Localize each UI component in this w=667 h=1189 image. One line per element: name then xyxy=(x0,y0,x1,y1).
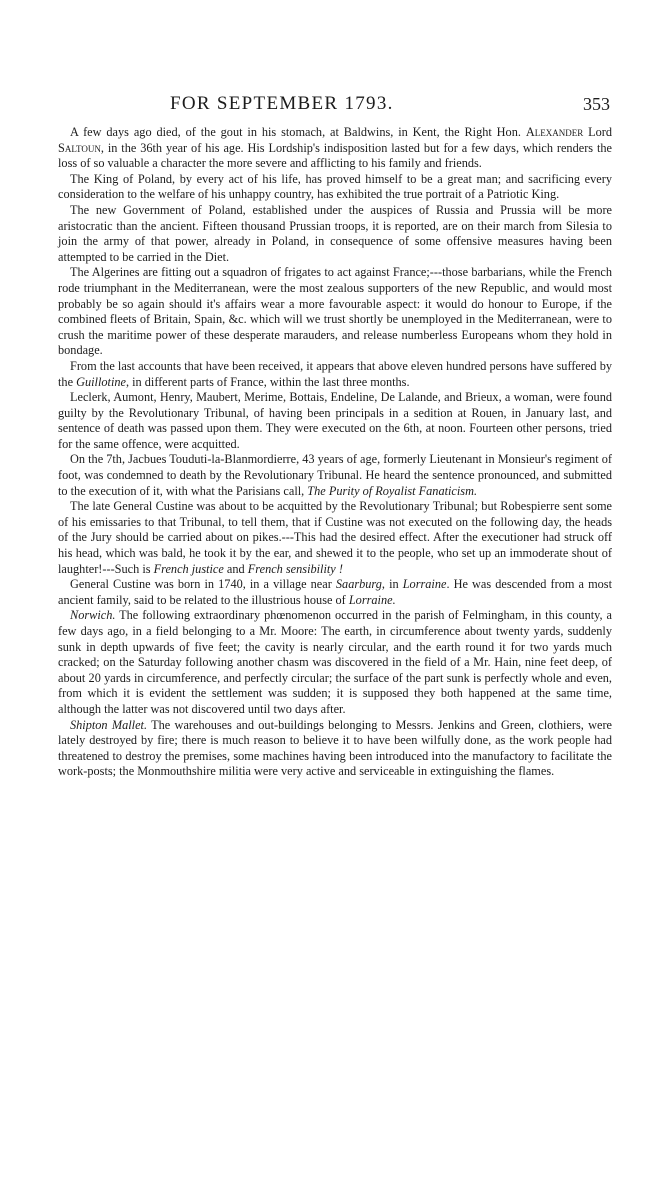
page-number: 353 xyxy=(583,94,610,114)
text-run: The late General Custine was about to be acquitted by the Revolutionary Tribunal; but Robespierre sent some of his emissaries to that Tribunal, to tell them, that if Custine was not executed on the following day, the heads of the Jury should be carried about on pikes.---This had the desired effect. After the executioner had struck off his head, which was bald, he took it by the ear, and shewed it to the people, who set up an immoderate shout of laughter!---Such is xyxy=(58,499,612,576)
paragraph-shipton-mallet-fire xyxy=(58,718,612,780)
text-run: Leclerk, Aumont, Henry, Maubert, Merime, Bottais, Endeline, De Lalande, and Brieux, a woman, were found guilty by the Revolutionary Tribunal, of having been principals in a sedition at Rouen, in January last, and sentence of death was passed upon them. They were executed on the 6th, at noon. Fourteen other persons, tried for the same offence, were acquitted. xyxy=(58,390,612,451)
running-title: FOR SEPTEMBER 1793. xyxy=(170,93,394,114)
text-run: Saltoun xyxy=(58,140,101,155)
text-run: Saarburg xyxy=(335,577,382,592)
text-run: , in xyxy=(381,577,403,592)
paragraph-touduti-execution xyxy=(58,452,612,499)
text-run: On the 7th, Jacbues Touduti-la-Blanmordierre, 43 years of age, formerly Lieutenant in Monsieur's regiment of foot, was condemned to death by the Revolutionary Tribunal. He heard the sentence pronounced, and submitted to the execution of it, with what the Parisians call, xyxy=(58,452,612,498)
text-run: Lorraine. xyxy=(348,592,396,607)
text-run: . He was descended from a most ancient family, said to be related to the illustrious house of xyxy=(58,577,612,607)
text-run: The Purity of Royalist Fanaticism. xyxy=(307,483,478,498)
text-run: Shipton Mallet. xyxy=(70,717,148,732)
text-run: The Algerines are fitting out a squadron of frigates to act against France;---those barbarians, while the French rode triumphant in the Mediterranean, were the most zealous supporters of the new Republic, and would most probably be so again should it's affairs wear a more favourable aspect: it would do honour to Europe, if the combined fleets of Britain, Spain, &c. which will we trust shortly be unemployed in the Mediterranean, were to crush the maritime power of these desperate marauders, and release numberless Europeans whom they hold in bondage. xyxy=(58,265,612,358)
text-run: A few days ago died, of the gout in his stomach, at Baldwins, in Kent, the Right Hon. xyxy=(70,125,526,139)
text-run: From the last accounts that have been received, it appears that above eleven hundred persons have suffered by the xyxy=(58,358,612,389)
paragraph-norwich-phenomenon xyxy=(58,608,612,717)
paragraph-government-of-poland xyxy=(58,203,612,265)
text-run: Lord xyxy=(583,125,612,139)
paragraph-general-custine-birth xyxy=(58,577,612,608)
paragraph-general-custine-trial xyxy=(58,499,612,577)
paragraph-rouen-sedition xyxy=(58,390,612,452)
text-run: French justice xyxy=(153,561,224,576)
paragraph-king-of-poland xyxy=(58,172,612,203)
text-run: Norwich. xyxy=(70,608,116,623)
text-run: General Custine was born in 1740, in a village near xyxy=(70,577,336,592)
text-run: The following extraordinary phœnomenon occurred in the parish of Felmingham, in this county, a few days ago, in a field belonging to a Mr. Moore: The earth, in circumference about twenty yards, suddenly sunk in depth upwards of five feet; the cavity is nearly circular, and the earth round it for two yards much cracked; on the Saturday following another chasm was discovered in the field of a Mr. Hain, nine feet deep, of about 20 yards in circumference, and perfectly circular; the surface of the part sunk is perfectly whole and even, from which it is evident the settlement was sudden; it is supposed they both happened at the same time, although the latter was not discovered until two days after. xyxy=(58,608,612,716)
text-run: French sensibility ! xyxy=(247,561,343,576)
text-run: , in different parts of France, within the last three months. xyxy=(125,374,410,389)
text-run: The King of Poland, by every act of his life, has proved himself to be a great man; and sacrificing every consideration to the welfare of his unhappy country, has exhibited the true portrait of a Patriotic King. xyxy=(58,171,612,202)
paragraph-lord-saltoun-obituary xyxy=(58,125,612,172)
text-run: and xyxy=(223,561,248,576)
text-run: The warehouses and out-buildings belonging to Messrs. Jenkins and Green, clothiers, were lately destroyed by fire; there is much reason to believe it to have been wilfully done, as the work people had threatened to destroy the premises, some machines having been introduced into the manufactory to facilitate the work-posts; the Monmouthshire militia were very active and serviceable in extinguishing the flames. xyxy=(58,717,612,779)
paragraph-algerines xyxy=(58,265,612,359)
text-run: , in the 36th year of his age. His Lordship's indisposition lasted but for a few days, which renders the loss of so valuable a character the more severe and afflicting to his family and friends. xyxy=(58,140,612,171)
text-run: Lorraine xyxy=(402,577,447,592)
text-run: Alexander xyxy=(525,125,584,139)
running-head xyxy=(52,93,614,115)
paragraph-guillotine-accounts xyxy=(58,359,612,390)
body-text xyxy=(58,125,612,780)
text-run: The new Government of Poland, established under the auspices of Russia and Prussia will be more aristocratic than the ancient. Fifteen thousand Prussian troops, it is reported, are on their march from Silesia to join the army of that power, already in Poland, in consequence of some offensive measures having been attempted to be carried in the Diet. xyxy=(58,202,612,264)
text-run: Guillotine xyxy=(76,374,126,389)
